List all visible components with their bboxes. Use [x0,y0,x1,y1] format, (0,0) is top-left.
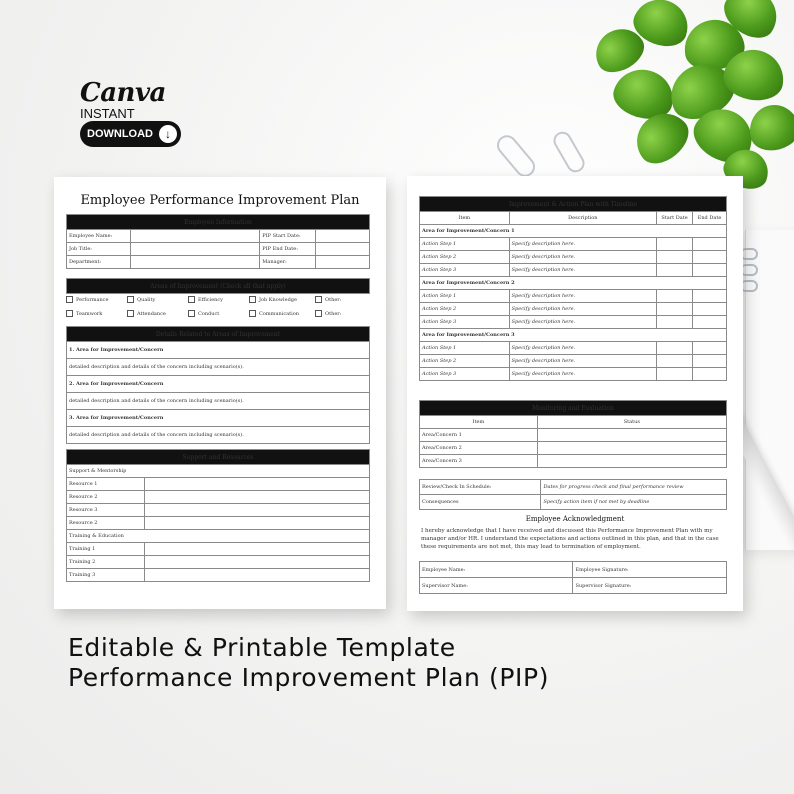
step-description[interactable]: Specify description here. [509,342,656,355]
training-label: Training 3 [67,569,145,582]
field-value[interactable] [316,243,370,256]
monitoring-item: Area/Concern 1 [420,429,538,442]
concern-title: Area for Improvement/Concern 2 [420,277,727,290]
action-step: Action Step 2 [420,251,510,264]
areas-checklist [66,296,370,322]
concern-title: Area for Improvement/Concern 3 [420,329,727,342]
employee-signature-field[interactable]: Employee Signature: [573,562,727,578]
area-title: 3. Area for Improvement/Concern [67,410,370,427]
section-label: Training & Education [67,530,370,543]
end-date-cell[interactable] [693,290,727,303]
field-value[interactable] [130,230,259,243]
start-date-cell[interactable] [657,290,693,303]
checkbox-attendance[interactable]: Attendance [127,310,166,317]
field-value[interactable] [130,256,259,269]
monitoring-status[interactable] [537,455,726,468]
field-label: Department: [67,256,131,269]
end-date-cell[interactable] [693,264,727,277]
area-description[interactable]: detailed description and details of the concern including scenario(s). [67,393,370,410]
column-header: Item [420,212,510,225]
field-label: PIP Start Date: [260,230,316,243]
start-date-cell[interactable] [657,355,693,368]
field-value[interactable] [316,230,370,243]
start-date-cell[interactable] [657,303,693,316]
step-description[interactable]: Specify description here. [509,303,656,316]
monitoring-status[interactable] [537,442,726,455]
start-date-cell[interactable] [657,251,693,264]
column-header: Item [420,416,538,429]
supervisor-signature-field[interactable]: Supervisor Signature: [573,578,727,594]
step-description[interactable]: Specify description here. [509,316,656,329]
areas-header-table [66,278,370,294]
support-header: Support and Resources [67,450,370,465]
action-step: Action Step 2 [420,303,510,316]
monitoring-item: Area/Concern 3 [420,455,538,468]
start-date-cell[interactable] [657,264,693,277]
review-label: Review/Check In Schedule: [420,480,541,495]
checkbox-job-knowledge[interactable]: Job Knowledge [249,296,297,303]
end-date-cell[interactable] [693,342,727,355]
action-step: Action Step 1 [420,290,510,303]
area-title: 1. Area for Improvement/Concern [67,342,370,359]
details-header: Details Related to Areas of Improvement [67,327,370,342]
training-value[interactable] [144,556,369,569]
end-date-cell[interactable] [693,368,727,381]
action-plan-header: Improvement & Action Plan with Timeline [420,197,727,212]
canva-logo: Canva [80,78,166,108]
resource-value[interactable] [144,478,369,491]
consequences-value[interactable]: Specify action item if not met by deadline [541,495,727,510]
checkbox-performance[interactable]: Performance [66,296,108,303]
action-step: Action Step 3 [420,264,510,277]
checkbox-conduct[interactable]: Conduct [188,310,219,317]
instant-label: INSTANT [80,106,135,121]
checkbox-communication[interactable]: Communication [249,310,299,317]
support-table [66,449,370,582]
download-pill [80,121,181,147]
end-date-cell[interactable] [693,303,727,316]
acknowledgment-text: I hereby acknowledge that I have received and discussed this Performance Improvement Plan with my manager and/or HR. I understand the expectations and actions outlined in this plan, and that in the case these requirements are not met, this may lead to termination of employment. [421,528,719,550]
field-value[interactable] [130,243,259,256]
action-step: Action Step 1 [420,238,510,251]
step-description[interactable]: Specify description here. [509,238,656,251]
column-header: Start Date [657,212,693,225]
checkbox-quality[interactable]: Quality [127,296,155,303]
checkbox-other[interactable]: Other: [315,310,341,317]
start-date-cell[interactable] [657,368,693,381]
field-value[interactable] [316,256,370,269]
field-label: Employee Name: [67,230,131,243]
section-label: Support & Mentorship [67,465,370,478]
step-description[interactable]: Specify description here. [509,368,656,381]
field-label: Manager: [260,256,316,269]
resource-label: Resource 3 [67,504,145,517]
concern-title: Area for Improvement/Concern 1 [420,225,727,238]
field-label: Job Title: [67,243,131,256]
training-value[interactable] [144,543,369,556]
download-arrow-icon: ↓ [159,125,177,143]
left-page [54,177,386,609]
signature-table [419,561,727,594]
review-value[interactable]: Dates for progress check and final performance review [541,480,727,495]
monitoring-table [419,400,727,468]
training-value[interactable] [144,569,369,582]
training-label: Training 1 [67,543,145,556]
resource-value[interactable] [144,517,369,530]
checkbox-other[interactable]: Other: [315,296,341,303]
action-step: Action Step 3 [420,316,510,329]
download-label: DOWNLOAD [87,128,153,140]
end-date-cell[interactable] [693,251,727,264]
start-date-cell[interactable] [657,342,693,355]
area-description[interactable]: detailed description and details of the concern including scenario(s). [67,359,370,376]
right-page [407,176,743,611]
supervisor-name-field[interactable]: Supervisor Name: [420,578,573,594]
end-date-cell[interactable] [693,316,727,329]
action-plan-table [419,196,727,381]
step-description[interactable]: Specify description here. [509,264,656,277]
resource-value[interactable] [144,504,369,517]
start-date-cell[interactable] [657,316,693,329]
column-header: Status [537,416,726,429]
action-step: Action Step 1 [420,342,510,355]
review-table [419,479,727,510]
end-date-cell[interactable] [693,355,727,368]
field-label: PIP End Date: [260,243,316,256]
resource-label: Resource 2 [67,491,145,504]
area-description[interactable]: detailed description and details of the concern including scenario(s). [67,427,370,444]
action-step: Action Step 2 [420,355,510,368]
area-title: 2. Area for Improvement/Concern [67,376,370,393]
acknowledgment-title: Employee Acknowledgment [525,515,625,523]
step-description[interactable]: Specify description here. [509,290,656,303]
employee-info-header: Employee Information [67,215,370,230]
monitoring-header: Monitoring and Evaluation [420,401,727,416]
resource-label: Resource 1 [67,478,145,491]
consequences-label: Consequences [420,495,541,510]
end-date-cell[interactable] [693,238,727,251]
employee-info-table [66,214,370,269]
monitoring-status[interactable] [537,429,726,442]
checkbox-teamwork[interactable]: Teamwork [66,310,102,317]
step-description[interactable]: Specify description here. [509,355,656,368]
step-description[interactable]: Specify description here. [509,251,656,264]
start-date-cell[interactable] [657,238,693,251]
action-step: Action Step 3 [420,368,510,381]
details-table [66,326,370,444]
training-label: Training 2 [67,556,145,569]
column-header: Description [509,212,656,225]
column-header: End Date [693,212,727,225]
checkbox-efficiency[interactable]: Efficiency [188,296,223,303]
canva-badge [80,78,181,147]
document-title: Employee Performance Improvement Plan [80,193,360,208]
areas-header: Areas of Improvement (Check all that apply) [67,279,370,294]
caption-line-1: Editable & Printable Template [68,633,456,662]
caption-line-2: Performance Improvement Plan (PIP) [68,663,550,692]
employee-name-field[interactable]: Employee Name: [420,562,573,578]
resource-value[interactable] [144,491,369,504]
resource-label: Resource 2 [67,517,145,530]
monitoring-item: Area/Concern 2 [420,442,538,455]
